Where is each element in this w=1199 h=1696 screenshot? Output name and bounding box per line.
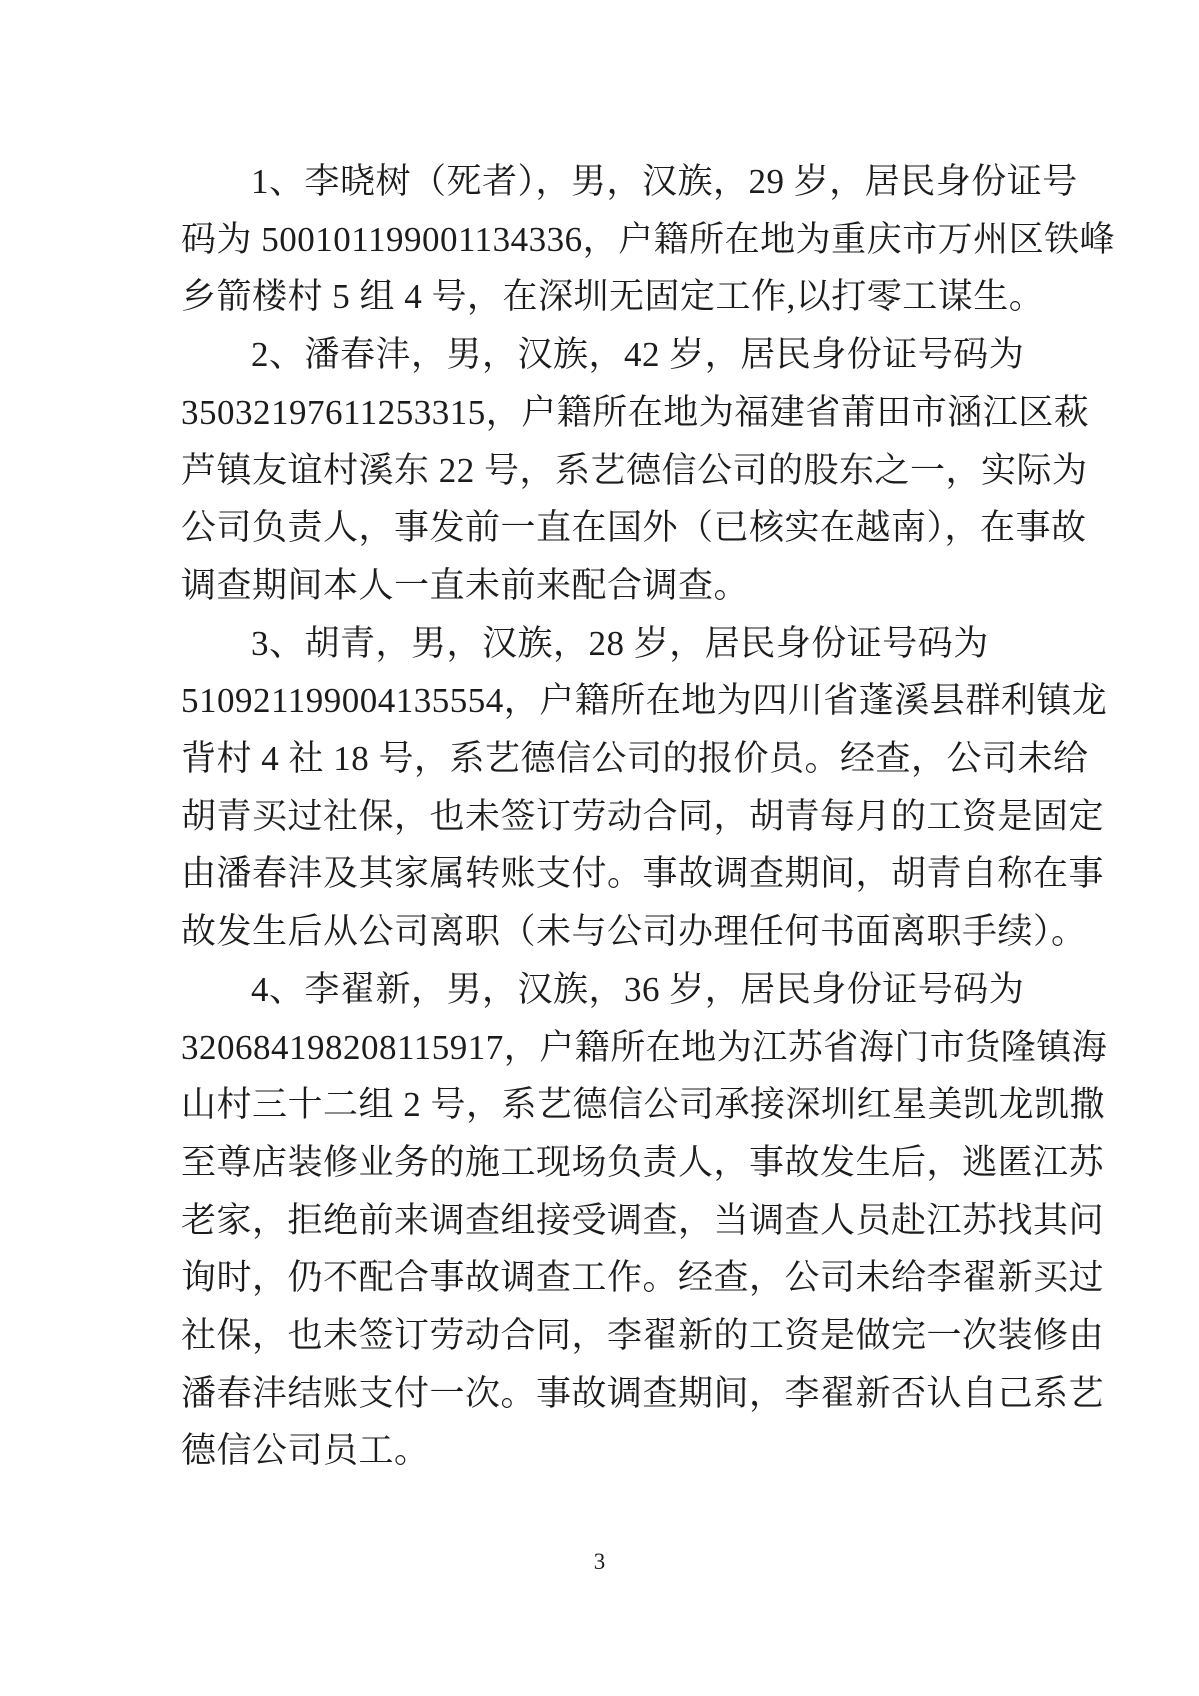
text-line: 故发生后从公司离职（未与公司办理任何书面离职手续）。 <box>181 912 1087 952</box>
text-line: 320684198208115917，户籍所在地为江苏省海门市货隆镇海 <box>181 1027 1108 1067</box>
text-line: 芦镇友谊村溪东 22 号，系艺德信公司的股东之一，实际为 <box>181 450 1088 490</box>
text-line: 510921199004135554，户籍所在地为四川省蓬溪县群利镇龙 <box>181 681 1108 721</box>
text-line: 老家，拒绝前来调查组接受调查，当调查人员赴江苏找其问 <box>181 1200 1105 1240</box>
text-line: 胡青买过社保，也未签订劳动合同，胡青每月的工资是固定 <box>181 796 1105 836</box>
text-line: 社保，也未签订劳动合同，李翟新的工资是做完一次装修由 <box>181 1316 1105 1356</box>
paragraph <box>181 326 1090 615</box>
text-line: 调查期间本人一直未前来配合调查。 <box>181 565 750 605</box>
text-line: 山村三十二组 2 号，系艺德信公司承接深圳红星美凯龙凯撒 <box>181 1085 1106 1125</box>
paragraph-first-line: 4、李翟新，男，汉族，36 岁，居民身份证号码为 <box>251 969 1025 1009</box>
document-body <box>181 153 1116 1480</box>
paragraph-first-line: 2、潘春沣，男，汉族，42 岁，居民身份证号码为 <box>251 335 1025 375</box>
paragraph-first-line: 3、胡青，男，汉族，28 岁，居民身份证号码为 <box>251 623 989 663</box>
text-line: 乡箭楼村 5 组 4 号，在深圳无固定工作,以打零工谋生。 <box>181 277 1045 317</box>
paragraph <box>181 153 1116 326</box>
text-line: 公司负责人，事发前一直在国外（已核实在越南），在事故 <box>181 508 1087 548</box>
text-line: 至尊店装修业务的施工现场负责人，事故发生后，逃匿江苏 <box>181 1142 1105 1182</box>
paragraph <box>181 961 1108 1480</box>
text-line: 背村 4 社 18 号，系艺德信公司的报价员。经查，公司未给 <box>181 739 1089 779</box>
paragraph-first-line: 1、李晓树（死者），男，汉族，29 岁，居民身份证号 <box>251 162 1078 201</box>
text-line: 询时，仍不配合事故调查工作。经查，公司未给李翟新买过 <box>181 1258 1105 1298</box>
text-line: 码为 500101199001134336，户籍所在地为重庆市万州区铁峰 <box>181 219 1116 259</box>
text-line: 潘春沣结账支付一次。事故调查期间，李翟新否认自己系艺 <box>181 1373 1105 1413</box>
paragraph <box>181 615 1108 961</box>
text-line: 35032197611253315，户籍所在地为福建省莆田市涵江区萩 <box>181 392 1090 432</box>
text-line: 由潘春沣及其家属转账支付。事故调查期间，胡青自称在事 <box>181 854 1105 894</box>
text-line: 德信公司员工。 <box>181 1431 430 1471</box>
page-number: 3 <box>593 1549 606 1574</box>
